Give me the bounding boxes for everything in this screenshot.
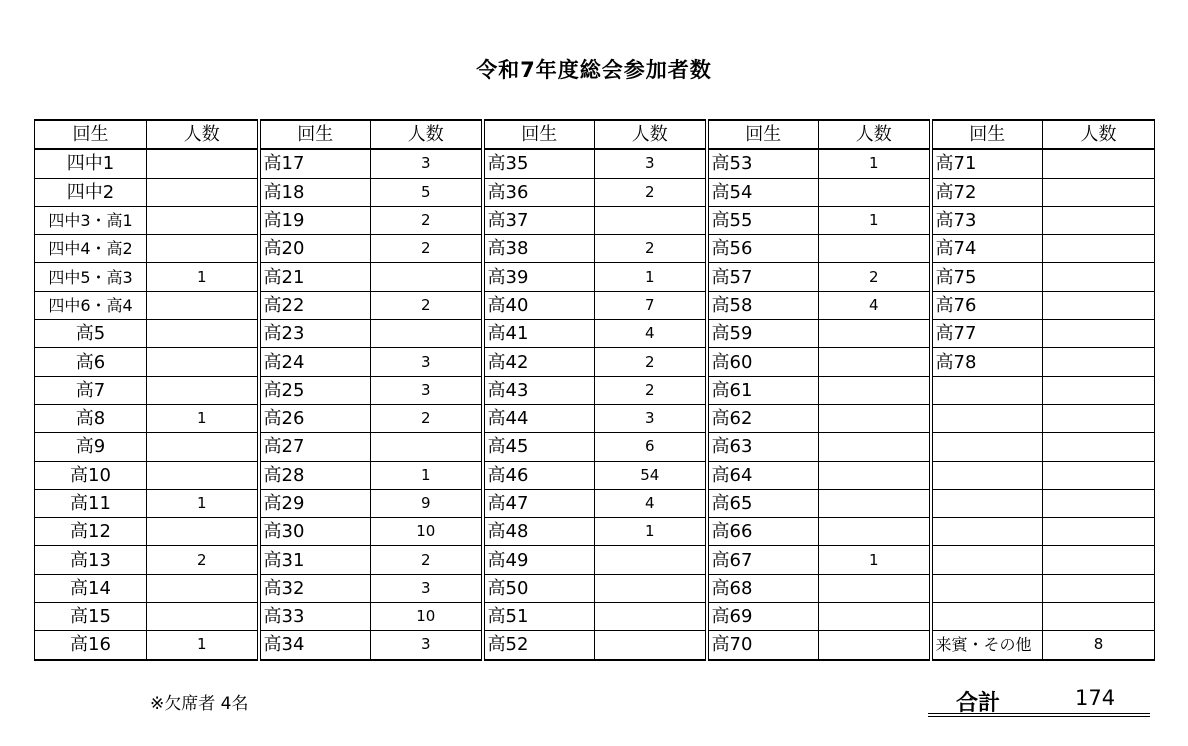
cohort-cell: 高17 (259, 149, 371, 178)
cohort-cell: 高35 (483, 149, 595, 178)
cohort-cell: 高12 (35, 518, 147, 546)
cohort-cell (931, 404, 1043, 432)
count-cell: 1 (371, 461, 483, 489)
count-cell: 1 (147, 263, 259, 291)
cohort-cell: 高69 (707, 603, 819, 631)
header-name: 回生 (931, 120, 1043, 149)
cohort-cell: 高26 (259, 404, 371, 432)
count-cell: 9 (371, 489, 483, 517)
count-cell: 3 (371, 376, 483, 404)
count-cell: 4 (595, 489, 707, 517)
count-cell: 1 (819, 206, 931, 234)
cohort-cell: 高15 (35, 603, 147, 631)
count-cell: 1 (819, 149, 931, 178)
count-cell (147, 178, 259, 206)
count-cell (147, 320, 259, 348)
count-cell (819, 404, 931, 432)
count-cell (1043, 546, 1155, 574)
count-cell (1043, 433, 1155, 461)
cohort-cell: 高58 (707, 291, 819, 319)
count-cell: 2 (371, 291, 483, 319)
cohort-cell (931, 433, 1043, 461)
count-cell (819, 376, 931, 404)
count-cell: 8 (1043, 631, 1155, 660)
cohort-cell: 四中1 (35, 149, 147, 178)
cohort-cell: 高42 (483, 348, 595, 376)
header-name: 回生 (259, 120, 371, 149)
table-row (35, 376, 1155, 404)
cohort-cell: 高49 (483, 546, 595, 574)
cohort-cell: 高53 (707, 149, 819, 178)
cohort-cell: 高32 (259, 574, 371, 602)
total-label: 合計 (956, 691, 1001, 716)
cohort-cell: 高46 (483, 461, 595, 489)
cohort-cell: 高77 (931, 320, 1043, 348)
count-cell: 1 (147, 489, 259, 517)
count-cell (147, 518, 259, 546)
table-row (35, 489, 1155, 517)
count-cell (147, 149, 259, 178)
count-cell (595, 603, 707, 631)
table-row (35, 263, 1155, 291)
count-cell (1043, 263, 1155, 291)
count-cell: 2 (147, 546, 259, 574)
table-row (35, 603, 1155, 631)
cohort-cell: 高62 (707, 404, 819, 432)
table-row (35, 461, 1155, 489)
cohort-cell: 高41 (483, 320, 595, 348)
cohort-cell: 高52 (483, 631, 595, 660)
absentee-note: ※欠席者 4名 (150, 694, 249, 714)
cohort-cell: 高10 (35, 461, 147, 489)
count-cell (819, 433, 931, 461)
count-cell (147, 574, 259, 602)
count-cell (819, 461, 931, 489)
cohort-cell: 四中5・高3 (35, 263, 147, 291)
cohort-cell: 四中3・高1 (35, 206, 147, 234)
cohort-cell: 高43 (483, 376, 595, 404)
cohort-cell: 高13 (35, 546, 147, 574)
table-row (35, 206, 1155, 234)
count-cell (147, 376, 259, 404)
count-cell (1043, 320, 1155, 348)
header-name: 回生 (707, 120, 819, 149)
cohort-cell: 高72 (931, 178, 1043, 206)
cohort-cell: 高45 (483, 433, 595, 461)
cohort-cell (931, 574, 1043, 602)
header-count: 人数 (147, 120, 259, 149)
count-cell (819, 518, 931, 546)
page-title: 令和7年度総会参加者数 (476, 58, 712, 82)
count-cell (819, 489, 931, 517)
count-cell (147, 235, 259, 263)
cohort-cell: 高14 (35, 574, 147, 602)
count-cell (147, 461, 259, 489)
cohort-cell: 高7 (35, 376, 147, 404)
count-cell (147, 603, 259, 631)
count-cell: 3 (371, 574, 483, 602)
cohort-cell: 高60 (707, 348, 819, 376)
table-row (35, 348, 1155, 376)
count-cell (595, 546, 707, 574)
count-cell (147, 291, 259, 319)
count-cell (819, 348, 931, 376)
count-cell (147, 433, 259, 461)
table-row (35, 631, 1155, 660)
count-cell: 3 (371, 631, 483, 660)
count-cell: 2 (595, 235, 707, 263)
cohort-cell: 高24 (259, 348, 371, 376)
header-count: 人数 (371, 120, 483, 149)
header-count: 人数 (1043, 120, 1155, 149)
cohort-cell: 高50 (483, 574, 595, 602)
count-cell: 54 (595, 461, 707, 489)
count-cell: 1 (595, 263, 707, 291)
cohort-cell: 高16 (35, 631, 147, 660)
count-cell: 1 (819, 546, 931, 574)
cohort-cell: 高27 (259, 433, 371, 461)
cohort-cell: 高38 (483, 235, 595, 263)
cohort-cell (931, 603, 1043, 631)
count-cell: 4 (819, 291, 931, 319)
cohort-cell: 高68 (707, 574, 819, 602)
count-cell (1043, 489, 1155, 517)
cohort-cell: 高65 (707, 489, 819, 517)
count-cell (1043, 178, 1155, 206)
cohort-cell: 高22 (259, 291, 371, 319)
table-row (35, 291, 1155, 319)
count-cell (1043, 291, 1155, 319)
count-cell (1043, 518, 1155, 546)
cohort-cell: 高18 (259, 178, 371, 206)
cohort-cell: 高71 (931, 149, 1043, 178)
count-cell (371, 433, 483, 461)
cohort-cell: 高23 (259, 320, 371, 348)
count-cell: 10 (371, 518, 483, 546)
count-cell: 1 (147, 631, 259, 660)
count-cell (595, 574, 707, 602)
cohort-cell: 高25 (259, 376, 371, 404)
cohort-cell: 高55 (707, 206, 819, 234)
count-cell: 3 (371, 348, 483, 376)
cohort-cell (931, 489, 1043, 517)
cohort-cell: 高67 (707, 546, 819, 574)
header-count: 人数 (819, 120, 931, 149)
count-cell: 3 (371, 149, 483, 178)
cohort-cell (931, 461, 1043, 489)
cohort-cell: 高19 (259, 206, 371, 234)
cohort-cell: 四中6・高4 (35, 291, 147, 319)
count-cell (819, 178, 931, 206)
cohort-cell: 高47 (483, 489, 595, 517)
cohort-cell: 高66 (707, 518, 819, 546)
attendance-table (34, 119, 1155, 661)
count-cell: 2 (371, 404, 483, 432)
cohort-cell: 高11 (35, 489, 147, 517)
table-row (35, 518, 1155, 546)
cohort-cell: 高9 (35, 433, 147, 461)
table-row (35, 404, 1155, 432)
cohort-cell: 高30 (259, 518, 371, 546)
cohort-cell: 高20 (259, 235, 371, 263)
cohort-cell: 高39 (483, 263, 595, 291)
cohort-cell: 高59 (707, 320, 819, 348)
count-cell (819, 320, 931, 348)
cohort-cell: 高76 (931, 291, 1043, 319)
table-header-row (35, 120, 1155, 149)
count-cell (595, 631, 707, 660)
cohort-cell: 高29 (259, 489, 371, 517)
count-cell: 4 (595, 320, 707, 348)
cohort-cell: 高28 (259, 461, 371, 489)
count-cell (1043, 461, 1155, 489)
cohort-cell: 高57 (707, 263, 819, 291)
header-count: 人数 (595, 120, 707, 149)
cohort-cell: 高73 (931, 206, 1043, 234)
cohort-cell: 高36 (483, 178, 595, 206)
count-cell (147, 348, 259, 376)
cohort-cell: 四中2 (35, 178, 147, 206)
cohort-cell: 四中4・高2 (35, 235, 147, 263)
cohort-cell: 高33 (259, 603, 371, 631)
count-cell (819, 574, 931, 602)
cohort-cell: 高64 (707, 461, 819, 489)
count-cell: 2 (595, 348, 707, 376)
total-value: 174 (1075, 686, 1116, 710)
cohort-cell: 高75 (931, 263, 1043, 291)
cohort-cell: 来賓・その他 (931, 631, 1043, 660)
count-cell (1043, 574, 1155, 602)
count-cell: 2 (819, 263, 931, 291)
cohort-cell: 高8 (35, 404, 147, 432)
count-cell: 3 (595, 404, 707, 432)
count-cell: 1 (147, 404, 259, 432)
count-cell: 2 (371, 235, 483, 263)
count-cell: 2 (595, 178, 707, 206)
cohort-cell: 高51 (483, 603, 595, 631)
count-cell (1043, 235, 1155, 263)
count-cell: 5 (371, 178, 483, 206)
table-row (35, 320, 1155, 348)
cohort-cell (931, 376, 1043, 404)
cohort-cell: 高63 (707, 433, 819, 461)
count-cell: 2 (595, 376, 707, 404)
count-cell (371, 320, 483, 348)
table-row (35, 574, 1155, 602)
count-cell: 10 (371, 603, 483, 631)
count-cell: 6 (595, 433, 707, 461)
header-name: 回生 (483, 120, 595, 149)
count-cell (1043, 376, 1155, 404)
cohort-cell: 高40 (483, 291, 595, 319)
cohort-cell: 高74 (931, 235, 1043, 263)
cohort-cell: 高34 (259, 631, 371, 660)
cohort-cell: 高31 (259, 546, 371, 574)
total-underline (928, 713, 1150, 717)
count-cell (371, 263, 483, 291)
count-cell (147, 206, 259, 234)
count-cell: 2 (371, 206, 483, 234)
header-name: 回生 (35, 120, 147, 149)
table-row (35, 235, 1155, 263)
table-row (35, 178, 1155, 206)
table-row (35, 149, 1155, 178)
cohort-cell: 高78 (931, 348, 1043, 376)
count-cell (1043, 206, 1155, 234)
cohort-cell: 高5 (35, 320, 147, 348)
table-row (35, 546, 1155, 574)
count-cell (1043, 404, 1155, 432)
count-cell (819, 631, 931, 660)
cohort-cell: 高54 (707, 178, 819, 206)
cohort-cell (931, 518, 1043, 546)
table-row (35, 433, 1155, 461)
count-cell (819, 603, 931, 631)
cohort-cell: 高21 (259, 263, 371, 291)
cohort-cell: 高37 (483, 206, 595, 234)
cohort-cell: 高56 (707, 235, 819, 263)
count-cell: 7 (595, 291, 707, 319)
cohort-cell: 高61 (707, 376, 819, 404)
count-cell (1043, 603, 1155, 631)
count-cell (819, 235, 931, 263)
count-cell: 1 (595, 518, 707, 546)
cohort-cell: 高48 (483, 518, 595, 546)
count-cell (595, 206, 707, 234)
cohort-cell (931, 546, 1043, 574)
count-cell (1043, 149, 1155, 178)
cohort-cell: 高44 (483, 404, 595, 432)
count-cell (1043, 348, 1155, 376)
count-cell: 2 (371, 546, 483, 574)
cohort-cell: 高70 (707, 631, 819, 660)
count-cell: 3 (595, 149, 707, 178)
cohort-cell: 高6 (35, 348, 147, 376)
